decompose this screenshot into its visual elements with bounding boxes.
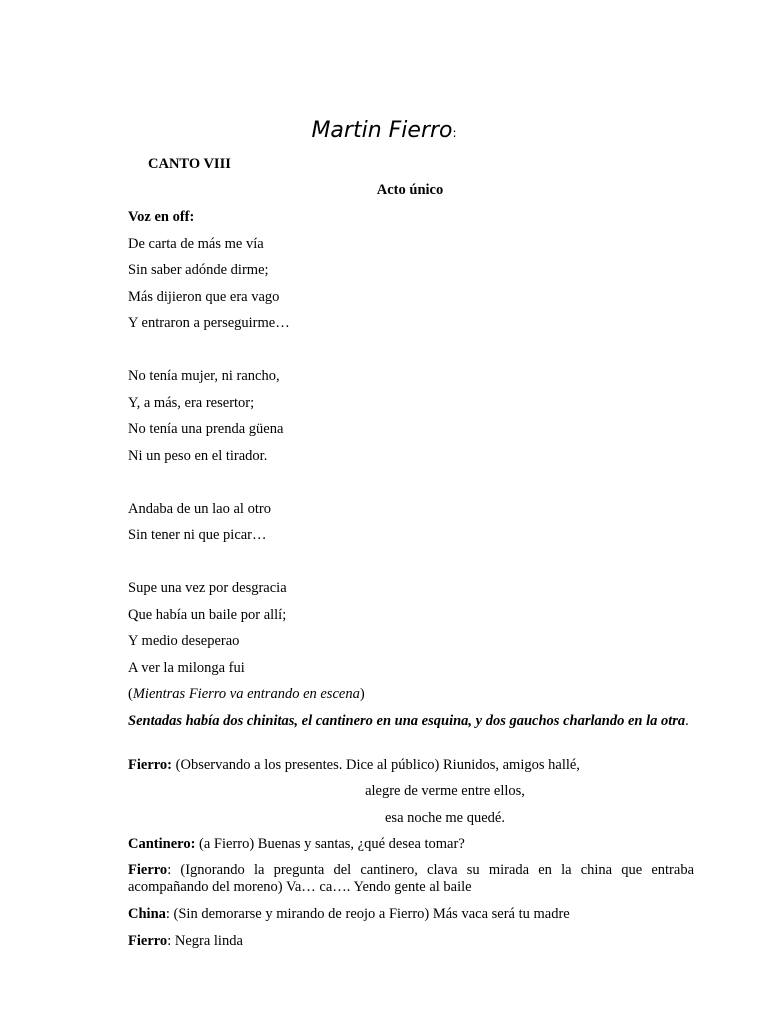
verse-line: Que había un baile por allí; — [128, 607, 287, 623]
speaker-fierro: Fierro — [128, 933, 168, 949]
stage-direction-text: Mientras Fierro va entrando en escena — [132, 686, 360, 702]
canto-heading: CANTO VIII — [148, 156, 231, 172]
speaker-china: China — [128, 906, 166, 922]
verse-line: A ver la milonga fui — [128, 660, 245, 676]
speaker-cantinero: Cantinero: — [128, 836, 196, 852]
title-text: Martin Fierro — [311, 118, 453, 143]
document-title — [0, 118, 768, 143]
verse-line: Andaba de un lao al otro — [128, 501, 271, 517]
dialogue-text: : (Sin demorarse y mirando de reojo a Fierro) Más vaca será tu madre — [165, 906, 570, 922]
verse-line: Y entraron a perseguirme… — [128, 315, 290, 331]
speaker-fierro: Fierro: — [128, 757, 173, 773]
dialogue-verse-line: esa noche me quedé. — [385, 810, 505, 826]
verse-line: Y, a más, era resertor; — [128, 395, 255, 411]
title-colon: : — [452, 126, 457, 140]
paren-close: ) — [359, 686, 365, 702]
verse-line: No tenía mujer, ni rancho, — [128, 368, 280, 384]
scene-description-text: Sentadas había dos chinitas, el cantinero en una esquina, y dos gauchos charlando en la otra — [128, 713, 686, 729]
dialogue-fierro-2 — [128, 862, 694, 896]
dialogue-china — [128, 906, 570, 923]
scene-description — [128, 713, 694, 730]
voz-en-off-label: Voz en off: — [128, 209, 195, 225]
acto-heading: Acto único — [376, 182, 444, 198]
dialogue-text: (Observando a los presentes. Dice al público) Riunidos, amigos hallé, — [172, 757, 580, 773]
verse-line: Sin tener ni que picar… — [128, 527, 267, 543]
verse-line: Supe una vez por desgracia — [128, 580, 287, 596]
dialogue-verse-line: alegre de verme entre ellos, — [365, 783, 525, 799]
paren-open: ( — [128, 686, 133, 702]
dialogue-text: : (Ignorando la pregunta del cantinero, clava su mirada en la china que entraba acompañando del moreno) Va… ca…. Yendo gente al baile — [128, 862, 694, 895]
dialogue-text: : Negra linda — [167, 933, 243, 949]
dialogue-cantinero — [128, 836, 465, 853]
dialogue-text: (a Fierro) Buenas y santas, ¿qué desea tomar? — [195, 836, 465, 852]
verse-line: Más dijieron que era vago — [128, 289, 280, 305]
scene-description-period: . — [685, 713, 689, 729]
verse-line: Sin saber adónde dirme; — [128, 262, 269, 278]
dialogue-fierro-1 — [128, 757, 580, 774]
stage-direction — [128, 686, 365, 703]
verse-line: Ni un peso en el tirador. — [128, 448, 268, 464]
speaker-fierro: Fierro — [128, 862, 168, 878]
verse-line: De carta de más me vía — [128, 236, 264, 252]
verse-line: Y medio deseperao — [128, 633, 240, 649]
dialogue-fierro-3 — [128, 933, 243, 950]
verse-line: No tenía una prenda güena — [128, 421, 284, 437]
